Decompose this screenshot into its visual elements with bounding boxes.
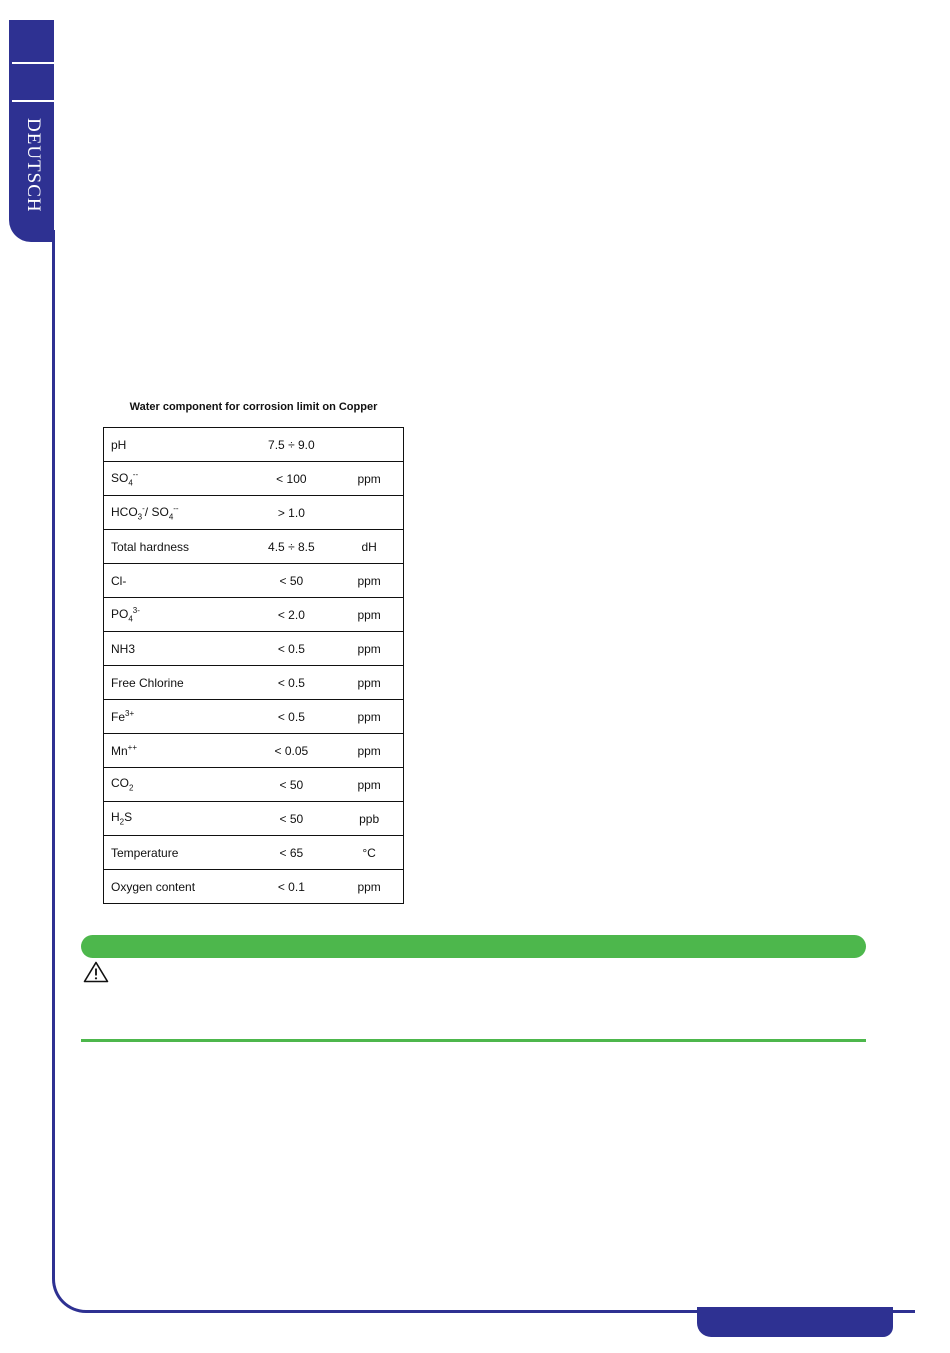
warning-header-bar <box>81 935 866 958</box>
limit-value-cell: < 2.0 <box>248 598 336 632</box>
limit-value-cell: < 0.5 <box>248 632 336 666</box>
parameter-cell: Temperature <box>104 836 248 870</box>
parameter-cell: $PO_4^{3-}$ <box>104 598 248 632</box>
table-row <box>104 734 404 768</box>
unit-cell: dH <box>335 530 403 564</box>
warning-triangle-icon <box>83 961 109 983</box>
table-row <box>104 462 404 496</box>
unit-cell: °C <box>335 836 403 870</box>
limit-value-cell: 4.5 ÷ 8.5 <box>248 530 336 564</box>
parameter-cell: Total hardness <box>104 530 248 564</box>
unit-cell: ppm <box>335 666 403 700</box>
language-tab <box>9 20 54 242</box>
table-row <box>104 666 404 700</box>
warning-footer-line <box>81 1039 866 1042</box>
water-quality-table <box>103 427 404 904</box>
parameter-cell: Cl- <box>104 564 248 598</box>
table-row <box>104 530 404 564</box>
table-row <box>104 700 404 734</box>
language-label: DEUTSCH <box>23 118 44 213</box>
table-row <box>104 496 404 530</box>
limit-value-cell: < 0.05 <box>248 734 336 768</box>
unit-cell <box>335 496 403 530</box>
parameter-cell: $CO_2$ <box>104 768 248 802</box>
limit-value-cell: < 0.5 <box>248 700 336 734</box>
tab-divider <box>12 62 54 64</box>
limit-value-cell: < 50 <box>248 802 336 836</box>
table-row <box>104 632 404 666</box>
table-row <box>104 428 404 462</box>
limit-value-cell: < 50 <box>248 564 336 598</box>
limit-value-cell: < 0.1 <box>248 870 336 904</box>
table-row <box>104 598 404 632</box>
unit-cell: ppb <box>335 802 403 836</box>
unit-cell: ppm <box>335 870 403 904</box>
unit-cell: ppm <box>335 632 403 666</box>
table-row <box>104 870 404 904</box>
table-title: Water component for corrosion limit on Copper <box>129 401 378 413</box>
parameter-cell: $HCO_3^-/$ $SO_4^{--}$ <box>104 496 248 530</box>
parameter-cell: $Fe^{3+}$ <box>104 700 248 734</box>
unit-cell: ppm <box>335 598 403 632</box>
parameter-cell: pH <box>104 428 248 462</box>
parameter-cell: NH3 <box>104 632 248 666</box>
unit-cell <box>335 428 403 462</box>
parameter-cell: Free Chlorine <box>104 666 248 700</box>
limit-value-cell: < 50 <box>248 768 336 802</box>
limit-value-cell: < 0.5 <box>248 666 336 700</box>
unit-cell: ppm <box>335 462 403 496</box>
unit-cell: ppm <box>335 564 403 598</box>
parameter-cell: $H_2S$ <box>104 802 248 836</box>
unit-cell: ppm <box>335 768 403 802</box>
limit-value-cell: < 65 <box>248 836 336 870</box>
table-row <box>104 836 404 870</box>
unit-cell: ppm <box>335 734 403 768</box>
unit-cell: ppm <box>335 700 403 734</box>
tab-divider <box>12 100 54 102</box>
parameter-cell: Oxygen content <box>104 870 248 904</box>
table-row <box>104 768 404 802</box>
table-row <box>104 802 404 836</box>
page-corner-tab <box>697 1307 893 1337</box>
limit-value-cell: < 100 <box>248 462 336 496</box>
parameter-cell: $SO_4^{--}$ <box>104 462 248 496</box>
limit-value-cell: > 1.0 <box>248 496 336 530</box>
limit-value-cell: 7.5 ÷ 9.0 <box>248 428 336 462</box>
table-row <box>104 564 404 598</box>
parameter-cell: Mn++ <box>104 734 248 768</box>
